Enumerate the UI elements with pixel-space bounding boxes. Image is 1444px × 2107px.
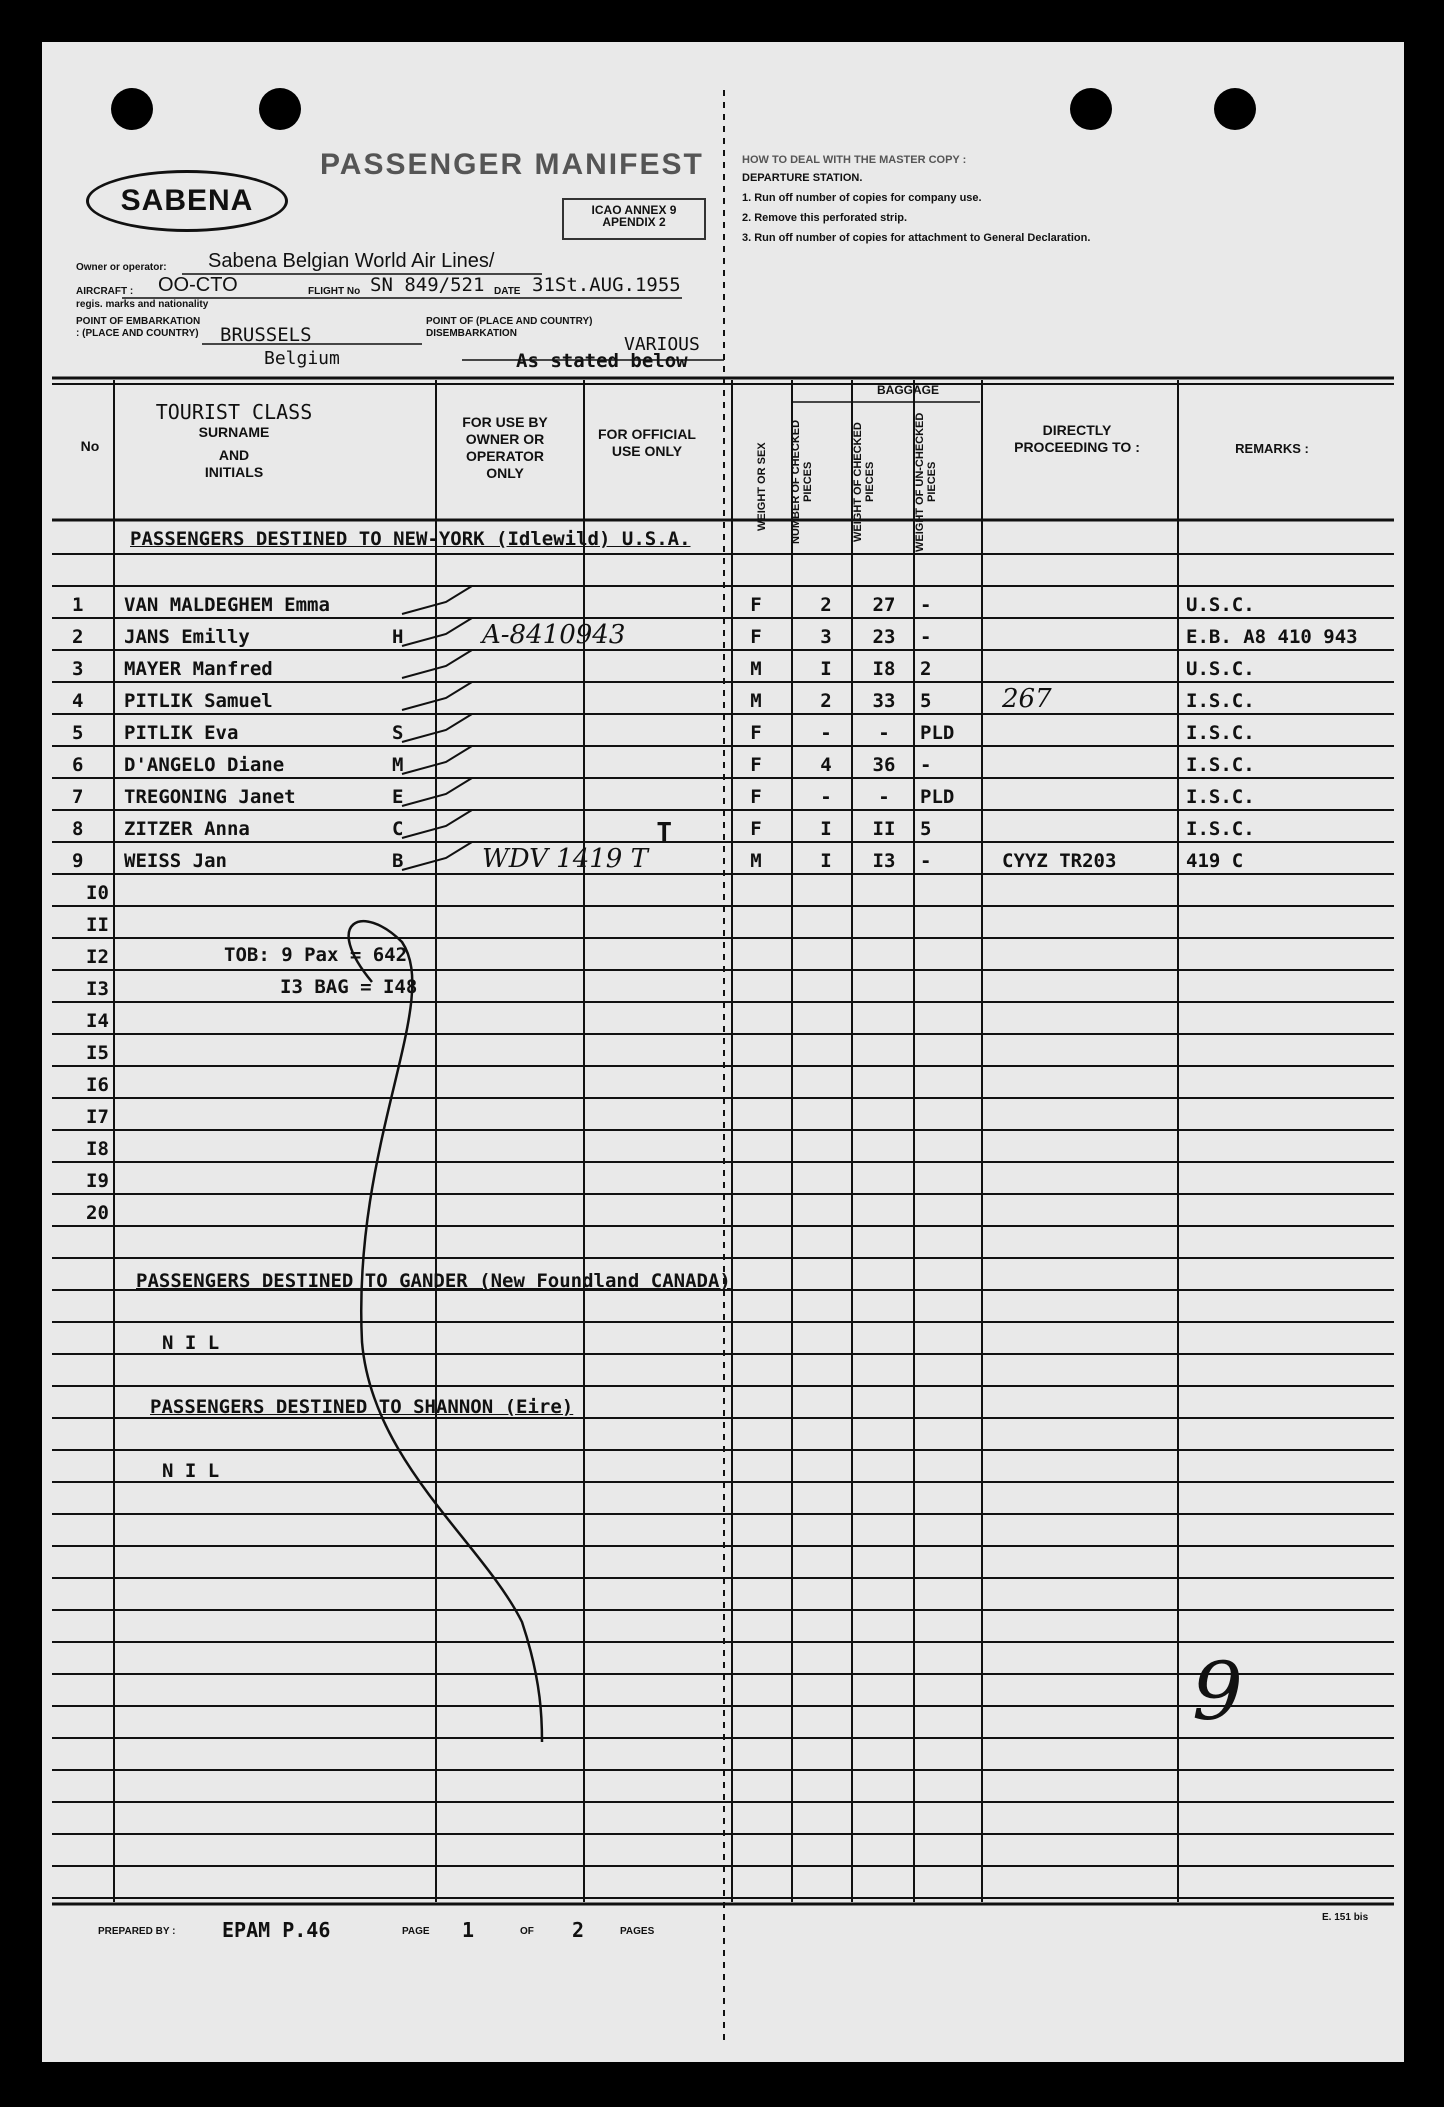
row-no: 7 xyxy=(72,786,84,808)
row-name: MAYER Manfred xyxy=(124,658,273,680)
row-remarks: E.B. A8 410 943 xyxy=(1186,626,1358,648)
icao-line2: APENDIX 2 xyxy=(602,215,666,229)
col-official-use: FOR OFFICIAL USE ONLY xyxy=(598,426,696,459)
flight-label: FLIGHT No xyxy=(308,286,361,297)
row-weight: I8 xyxy=(872,658,896,680)
row-name: WEISS Jan xyxy=(124,850,227,872)
row-remarks: 419 C xyxy=(1186,850,1244,872)
row-sex: F xyxy=(750,786,762,808)
section-newyork: PASSENGERS DESTINED TO NEW-YORK (Idlewild) U.S.A. xyxy=(130,528,691,550)
row-mark: H xyxy=(392,626,404,648)
row-weight: - xyxy=(878,722,890,744)
row-sex: M xyxy=(750,658,762,680)
row-name: VAN MALDEGHEM Emma xyxy=(124,594,330,616)
row-no: I4 xyxy=(86,1010,109,1032)
instructions-subtitle: DEPARTURE STATION. xyxy=(742,172,863,184)
instructions xyxy=(742,154,1382,244)
row-unchecked: - xyxy=(920,850,932,872)
row-official: WDV 1419 T xyxy=(482,844,648,874)
pages-value: 2 xyxy=(572,1918,585,1942)
row-weight: 27 xyxy=(872,594,896,616)
row-remarks: I.S.C. xyxy=(1186,754,1255,776)
disembark-value: VARIOUS xyxy=(624,334,700,355)
row-unchecked: 5 xyxy=(920,690,932,712)
row-unchecked: - xyxy=(920,626,932,648)
totals-bag: I3 BAG = I48 xyxy=(280,976,418,998)
col-tourist-class: TOURIST CLASS xyxy=(155,400,313,424)
row-no: I0 xyxy=(86,882,109,904)
page-label: PAGE xyxy=(402,1926,430,1937)
row-unchecked: - xyxy=(920,594,932,616)
disembark-label: POINT OF (PLACE AND COUNTRY) DISEMBARKATION xyxy=(426,316,593,339)
row-official: T xyxy=(656,818,672,848)
aircraft-label: AIRCRAFT : xyxy=(76,286,134,297)
row-weight: - xyxy=(878,786,890,808)
row-remarks: I.S.C. xyxy=(1186,722,1255,744)
row-sex: F xyxy=(750,594,762,616)
col-owner-use: FOR USE BY OWNER OR OPERATOR ONLY xyxy=(462,414,548,481)
row-name: JANS Emilly xyxy=(124,626,250,648)
row-pieces: I xyxy=(820,850,832,872)
handwritten-mark: 9 xyxy=(1192,1645,1243,1738)
of-label: OF xyxy=(520,1926,534,1937)
col-num-checked: NUMBER OF CHECKED PIECES xyxy=(790,419,814,545)
instruction-2: 2. Remove this perforated strip. xyxy=(742,212,908,224)
owner-value: Sabena Belgian World Air Lines/ xyxy=(208,250,495,272)
col-passenger xyxy=(116,400,352,481)
pages-label: PAGES xyxy=(620,1926,655,1937)
row-weight: I3 xyxy=(872,850,896,872)
row-sex: F xyxy=(750,818,762,840)
date-value: 31St.AUG.1955 xyxy=(532,274,681,296)
row-pieces: 2 xyxy=(820,594,832,616)
col-remarks: REMARKS : xyxy=(1235,441,1309,456)
row-unchecked: PLD xyxy=(920,786,955,808)
aircraft-value: OO-CTO xyxy=(158,274,238,296)
form-code: E. 151 bis xyxy=(1322,1912,1369,1923)
instruction-3: 3. Run off number of copies for attachment to General Declaration. xyxy=(742,232,1091,244)
col-weight-checked: WEIGHT OF CHECKED PIECES xyxy=(852,422,876,542)
row-official: A-8410943 xyxy=(482,620,626,650)
col-no: No xyxy=(80,438,100,454)
row-no: II xyxy=(86,914,109,936)
sabena-logo xyxy=(86,170,288,232)
row-mark: S xyxy=(392,722,404,744)
row-pieces: I xyxy=(820,658,832,680)
row-name: PITLIK Samuel xyxy=(124,690,273,712)
section-shannon: PASSENGERS DESTINED TO SHANNON (Eire) xyxy=(150,1396,574,1418)
totals-pax: TOB: 9 Pax = 642 xyxy=(224,944,408,966)
row-unchecked: 5 xyxy=(920,818,932,840)
col-baggage: BAGGAGE xyxy=(876,383,939,397)
instruction-1: 1. Run off number of copies for company use. xyxy=(742,192,982,204)
row-remarks: I.S.C. xyxy=(1186,690,1255,712)
date-label: DATE xyxy=(494,286,521,297)
row-no: 3 xyxy=(72,658,84,680)
row-no: 1 xyxy=(72,594,84,616)
row-pieces: I xyxy=(820,818,832,840)
row-no: I3 xyxy=(86,978,109,1000)
row-no: I9 xyxy=(86,1170,109,1192)
row-remarks: I.S.C. xyxy=(1186,786,1255,808)
row-name: D'ANGELO Diane xyxy=(124,754,285,776)
row-proceed: 267 xyxy=(1002,684,1052,714)
section-gander: PASSENGERS DESTINED TO GANDER (New Foundland CANADA) xyxy=(136,1270,731,1292)
row-remarks: U.S.C. xyxy=(1186,594,1255,616)
gander-value: N I L xyxy=(162,1332,220,1354)
icao-line1: ICAO ANNEX 9 xyxy=(591,203,677,217)
regis-note: regis. marks and nationality xyxy=(76,299,209,310)
icao-box xyxy=(562,198,706,240)
flight-value: SN 849/521 xyxy=(370,274,485,296)
col-weight-sex: WEIGHT OR SEX xyxy=(756,442,768,532)
pen-stroke xyxy=(349,921,542,1742)
row-no: I2 xyxy=(86,946,109,968)
row-proceed: CYYZ TR203 xyxy=(1002,850,1117,872)
row-name: ZITZER Anna xyxy=(124,818,250,840)
embark-city: BRUSSELS xyxy=(220,324,312,346)
row-no: I7 xyxy=(86,1106,109,1128)
row-mark: M xyxy=(392,754,404,776)
row-weight: 36 xyxy=(872,754,896,776)
embark-label: POINT OF EMBARKATION : (PLACE AND COUNTRY) xyxy=(76,316,201,339)
row-pieces: - xyxy=(820,786,832,808)
row-no: 9 xyxy=(72,850,84,872)
row-no: 20 xyxy=(86,1202,109,1224)
prepared-label: PREPARED BY : xyxy=(98,1926,176,1937)
instructions-title: HOW TO DEAL WITH THE MASTER COPY : xyxy=(742,154,967,166)
row-remarks: U.S.C. xyxy=(1186,658,1255,680)
row-unchecked: 2 xyxy=(920,658,932,680)
row-sex: M xyxy=(750,850,762,872)
row-pieces: 4 xyxy=(820,754,832,776)
row-no: 8 xyxy=(72,818,84,840)
row-name: TREGONING Janet xyxy=(124,786,296,808)
row-no: 6 xyxy=(72,754,84,776)
owner-label: Owner or operator: xyxy=(76,262,167,273)
row-no: I6 xyxy=(86,1074,109,1096)
row-weight: 23 xyxy=(872,626,896,648)
row-mark: C xyxy=(392,818,404,840)
row-weight: 33 xyxy=(872,690,896,712)
page-value: 1 xyxy=(462,1918,475,1942)
row-unchecked: - xyxy=(920,754,932,776)
row-no: I5 xyxy=(86,1042,109,1064)
row-weight: II xyxy=(872,818,896,840)
row-remarks: I.S.C. xyxy=(1186,818,1255,840)
row-sex: F xyxy=(750,722,762,744)
col-surname: SURNAME xyxy=(198,424,270,440)
row-sex: F xyxy=(750,626,762,648)
prepared-value: EPAM P.46 xyxy=(222,1918,331,1942)
manifest-sheet xyxy=(42,42,1404,2062)
row-no: 5 xyxy=(72,722,84,744)
row-sex: F xyxy=(750,754,762,776)
row-mark: B xyxy=(392,850,404,872)
row-no: 2 xyxy=(72,626,84,648)
row-sex: M xyxy=(750,690,762,712)
manifest-title: PASSENGER MANIFEST xyxy=(320,148,704,181)
row-name: PITLIK Eva xyxy=(124,722,239,744)
row-unchecked: PLD xyxy=(920,722,955,744)
row-pieces: 2 xyxy=(820,690,832,712)
col-and: AND xyxy=(218,447,250,463)
row-no: I8 xyxy=(86,1138,109,1160)
row-pieces: 3 xyxy=(820,626,832,648)
row-mark: E xyxy=(392,786,404,808)
disembark-note: As stated below xyxy=(516,350,688,372)
row-pieces: - xyxy=(820,722,832,744)
col-initials: INITIALS xyxy=(204,464,264,480)
col-weight-unchecked: WEIGHT OF UN-CHECKED PIECES xyxy=(914,412,938,552)
shannon-value: N I L xyxy=(162,1460,220,1482)
logo-text: SABENA xyxy=(120,184,254,217)
embark-country: Belgium xyxy=(264,348,340,369)
col-proceeding: DIRECTLY PROCEEDING TO : xyxy=(1014,422,1140,455)
row-no: 4 xyxy=(72,690,84,712)
